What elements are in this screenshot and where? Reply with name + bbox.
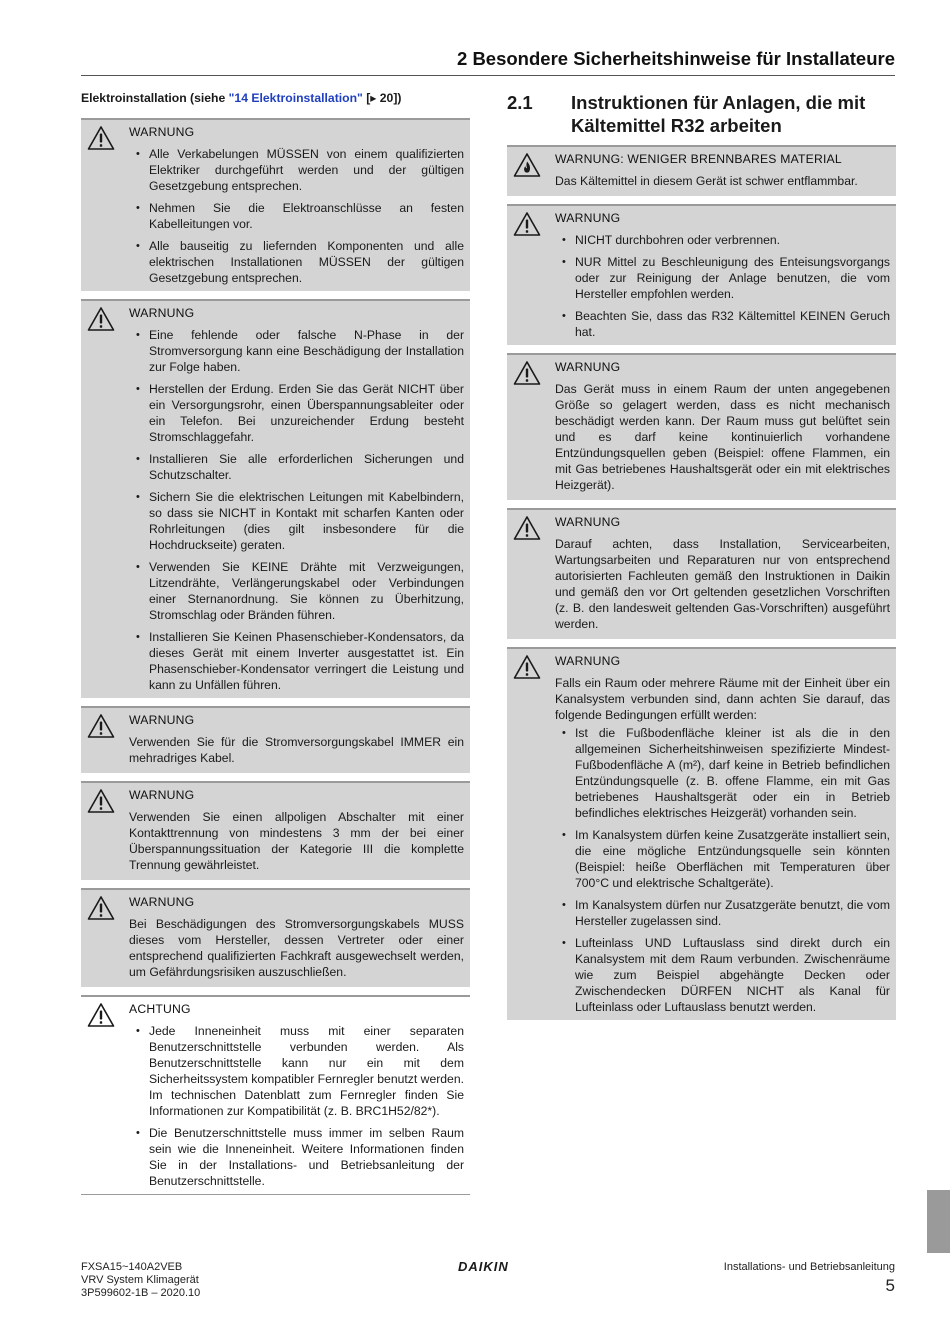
flammable-warning-icon (513, 151, 555, 191)
reference-prefix: Elektroinstallation (siehe (81, 91, 229, 105)
right-column (507, 90, 896, 1028)
warning-title: WARNUNG (555, 515, 621, 529)
section-number: 2.1 (507, 92, 533, 113)
list-item: • Die Benutzerschnittstelle muss immer im selben Raum sein wie die Inneneinheit. Weitere Informationen finden Sie in der Installations- und Betriebsanleitung der Benutzerschnittstelle. (129, 1125, 464, 1189)
warning-triangle-icon (513, 653, 555, 1015)
reference-bracket: [ (362, 91, 371, 105)
reference-link[interactable]: "14 Elektroinstallation" (228, 91, 363, 105)
caution-title: ACHTUNG (129, 1002, 191, 1016)
page-header-title: 2 Besondere Sicherheitshinweise für Installateure (457, 48, 895, 69)
warning-box-authorized-staff (507, 508, 896, 639)
warning-text: Verwenden Sie einen allpoligen Abschalter mit einer Kontakttrennung von mindestens 3 mm der bei einer Überspannungssituation der Kategorie III die komplette Trennung gewährleistet. (129, 810, 464, 872)
warning-triangle-icon (87, 305, 129, 693)
list-item: • Alle bauseitig zu liefernden Komponenten und alle elektrischen Installationen MÜSSEN der gültigen Gesetzgebung entsprechen. (129, 238, 464, 286)
warning-box-phase (81, 299, 470, 698)
warning-triangle-icon (513, 514, 555, 634)
warning-title: WARNUNG (129, 713, 195, 727)
warning-box-damaged-cable (81, 888, 470, 987)
list-item: • Lufteinlass UND Luftauslass sind direkt durch ein Kanalsystem mit dem Raum verbunden. Zwischenräume wie zum Beispiel abgehängte Decken oder Zwischendecken DÜRFEN NICHT als Kanal für Lufteinlass oder Luftauslass benutzt werden. (555, 935, 890, 1015)
warning-box-disconnect-switch (81, 781, 470, 880)
caution-triangle-icon (87, 1001, 129, 1189)
warning-title: WARNUNG (129, 306, 195, 320)
cross-reference (81, 90, 470, 108)
warning-text: Das Gerät muss in einem Raum der unten angegebenen Größe so gelagert werden, dass es nicht mechanisch beschädigt werden kann. Der Raum muss gut belüftet sein und es darf keine kontinuierlich vorhandene Entzündungsquellen geben (Beispiel: offene Flammen, ein mit Gas betriebenes Haushaltsgerät oder ein mit elektrisches Heizgerät). (555, 382, 890, 492)
list-item: • Installieren Sie Keinen Phasenschieber-Kondensators, da dieses Gerät mit einem Inverter ausgestattet ist. Ein Phasenschieber-Kondensator verringert die Leistung und kann zu Unfällen führen. (129, 629, 464, 693)
warning-list (555, 725, 890, 1015)
list-item: • Ist die Fußbodenfläche kleiner ist als die in den allgemeinen Sicherheitshinweisen spezifizierte Mindest-Fußbodenfläche A (m²), darf keine in Betrieb befindlichen Entzündungsquelle (z. B. offene Flamme, ein mit Gas betriebenes Haushaltsgerät oder ein in Betrieb befindliches elektrisches Heizgerät) vorhanden sein. (555, 725, 890, 821)
list-item: • Beachten Sie, dass das R32 Kältemittel KEINEN Geruch hat. (555, 308, 890, 340)
warning-box-wiring (81, 118, 470, 291)
warning-title: WARNUNG: WENIGER BRENNBARES MATERIAL (555, 152, 842, 166)
warning-title: WARNUNG (555, 654, 621, 668)
warning-title: WARNUNG (129, 895, 195, 909)
warning-title: WARNUNG (555, 211, 621, 225)
list-item: • Im Kanalsystem dürfen nur Zusatzgeräte benutzt, die vom Hersteller zugelassen sind. (555, 897, 890, 929)
footer-code: 3P599602-1B – 2020.10 (81, 1287, 201, 1299)
list-item: • NICHT durchbohren oder verbrennen. (555, 232, 890, 248)
warning-triangle-icon (513, 210, 555, 340)
warning-box-flammable (507, 145, 896, 196)
warning-triangle-icon (87, 712, 129, 768)
warning-title: WARNUNG (555, 360, 621, 374)
warning-box-multicore-cable (81, 706, 470, 773)
warning-triangle-icon (87, 894, 129, 982)
page-number: 5 (885, 1276, 895, 1295)
warning-triangle-icon (513, 359, 555, 495)
warning-text: Darauf achten, dass Installation, Servicearbeiten, Wartungsarbeiten und Reparaturen nur von entsprechend autorisierten Fachleuten gemäß den Instruktionen in Daikin und gemäß den vor Ort geltenden gesetzlichen Vorschriften (z. B. den landesweit geltenden Gas-Vorschriften) ausgeführt werden. (555, 537, 890, 631)
list-item: • Sichern Sie die elektrischen Leitungen mit Kabelbindern, so dass sie NICHT in Kontakt mit scharfen Kanten oder Rohrleitungen (dies gilt insbesondere für die Hochdruckseite) geraten. (129, 489, 464, 553)
list-item: • Im Kanalsystem dürfen keine Zusatzgeräte installiert sein, die eine mögliche Entzündungsquelle sein könnten (Beispiel: heiße Oberflächen mit Temperaturen über 700°C und elektrische Schaltgeräte). (555, 827, 890, 891)
warning-text: Verwenden Sie für die Stromversorgungskabel IMMER ein mehradriges Kabel. (129, 735, 464, 765)
list-item: • Herstellen der Erdung. Erden Sie das Gerät NICHT über ein Versorgungsrohr, einen Überspannungsableiter oder ein Telefon. Bei unzureichender Erdung besteht Stromschlaggefahr. (129, 381, 464, 445)
page-arrow-icon: ▸ (370, 91, 377, 105)
left-column (81, 90, 470, 1203)
section-heading (507, 91, 896, 137)
footer-system: VRV System Klimagerät (81, 1274, 199, 1286)
section-title: Instruktionen für Anlagen, die mit Kältemittel R32 arbeiten (571, 92, 866, 136)
warning-triangle-icon (87, 124, 129, 286)
list-item: • Verwenden Sie KEINE Drähte mit Verzweigungen, Litzendrähte, Verlängerungskabel oder Verbindungen einer Sternanordnung. Sie können zu Überhitzung, Stromschlag oder Bränden führen. (129, 559, 464, 623)
reference-page: 20]) (376, 91, 402, 105)
warning-text: Bei Beschädigungen des Stromversorgungskabels MUSS dieses vom Hersteller, dessen Vertreter oder einer entsprechend qualifizierten Fachkraft ausgewechselt werden, um Gefährdungsrisiken auszuschließen. (129, 917, 464, 979)
caution-list (129, 1023, 464, 1189)
caution-box-user-interface (81, 995, 470, 1195)
warning-triangle-icon (87, 787, 129, 875)
list-item: • Nehmen Sie die Elektroanschlüsse an festen Kabelleitungen vor. (129, 200, 464, 232)
header-rule (81, 75, 895, 76)
warning-box-duct-system (507, 647, 896, 1020)
list-item: • Jede Inneneinheit muss mit einer separaten Benutzerschnittstelle verbunden werden. Als Benutzerschnittstelle kann nur ein mit dem Sicherheitssystem kompatibler Fernregler benutzt werden. Im technischen Datenblatt zum Fernregler finden Sie Informationen zur Kompatibilität (z. B. BRC1H52/82*). (129, 1023, 464, 1119)
list-item: • Eine fehlende oder falsche N-Phase in der Stromversorgung kann eine Beschädigung der Installation zur Folge haben. (129, 327, 464, 375)
warning-text: Das Kältemittel in diesem Gerät ist schwer entflammbar. (555, 174, 858, 188)
warning-text: Falls ein Raum oder mehrere Räume mit der Einheit über ein Kanalsystem verbunden sind, dann achten Sie darauf, das folgende Bedingungen erfüllt werden: (555, 676, 890, 722)
warning-box-refrigerant (507, 204, 896, 345)
warning-title: WARNUNG (129, 788, 195, 802)
list-item: • NUR Mittel zu Beschleunigung des Enteisungsvorgangs oder zur Reinigung der Anlage benutzen, die vom Hersteller empfohlen werden. (555, 254, 890, 302)
chapter-tab-marker (927, 1190, 950, 1253)
daikin-logo: DAIKIN (458, 1259, 509, 1274)
warning-list (555, 232, 890, 340)
footer-document-title: Installations- und Betriebsanleitung (723, 1261, 895, 1273)
list-item: • Installieren Sie alle erforderlichen Sicherungen und Schutzschalter. (129, 451, 464, 483)
warning-title: WARNUNG (129, 125, 195, 139)
warning-box-storage-room (507, 353, 896, 500)
footer-model: FXSA15~140A2VEB (81, 1261, 183, 1273)
footer-product-info (81, 1261, 200, 1300)
warning-list (129, 146, 464, 286)
warning-list (129, 327, 464, 693)
list-item: • Alle Verkabelungen MÜSSEN von einem qualifizierten Elektriker durchgeführt werden und der gültigen Gesetzgebung entsprechen. (129, 146, 464, 194)
